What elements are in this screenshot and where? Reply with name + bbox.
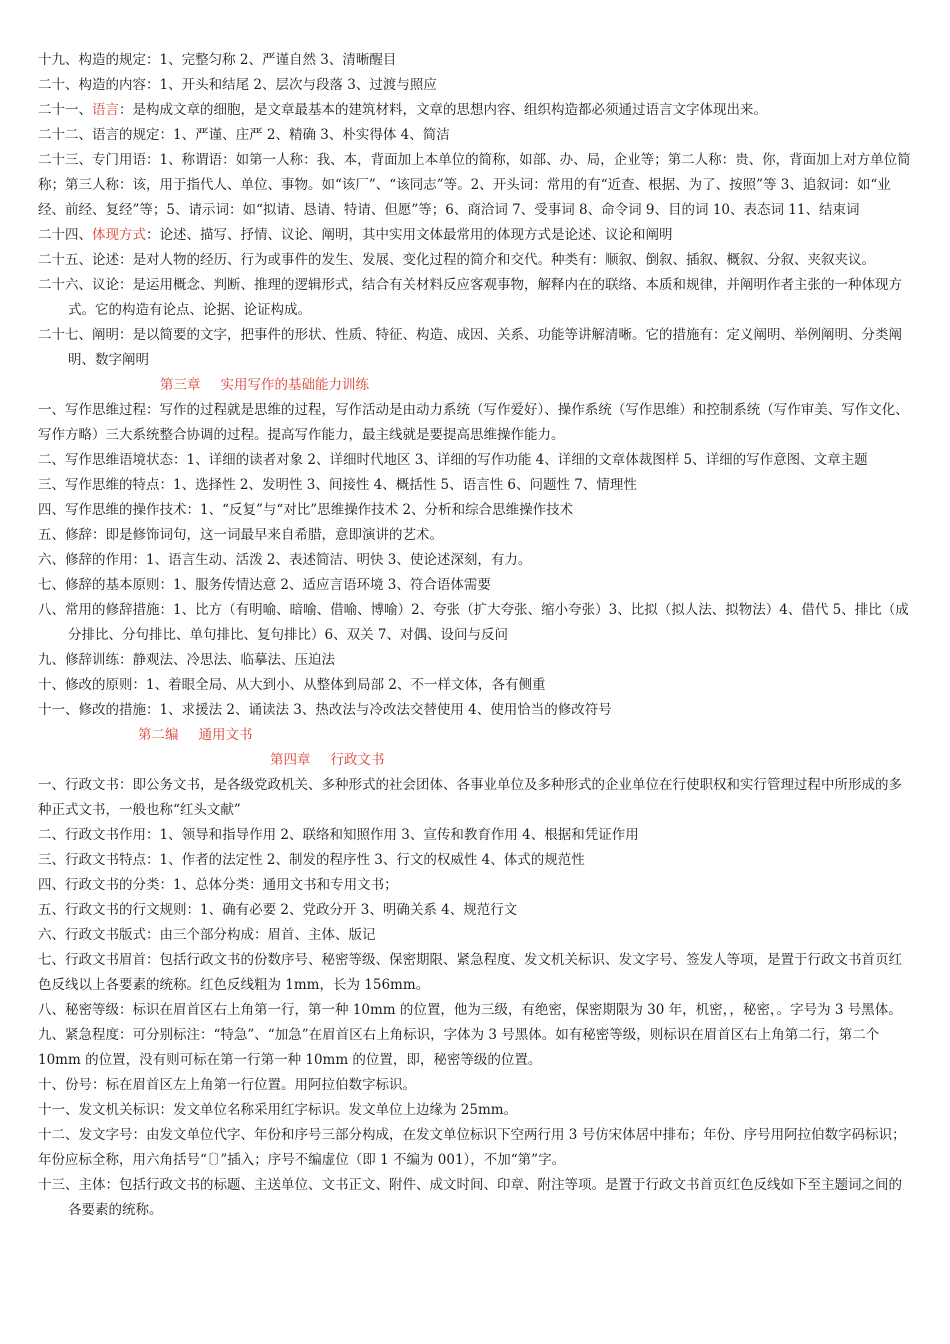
ch4-item-12: 十二、发文字号：由发文单位代字、年份和序号三部分构成，在发文单位标识下空两行用 3 号仿宋体居中排布；年份、序号用阿拉伯数字码标识；年份应标全称，用六角括号“〔〕”插入；序号不编虚位（即 1 不编为 001），不加“第”字。 xyxy=(38,1127,906,1168)
ch4-item-3: 三、行政文书特点：1、作者的法定性 2、制发的程序性 3、行文的权威性 4、体式的规范性 xyxy=(38,852,585,868)
part-2-heading xyxy=(38,723,912,748)
ch4-item-9: 九、紧急程度：可分别标注：“特急”、“加急”在眉首区右上角标识，字体为 3 号黑体。如有秘密等级，则标识在眉首区右上角第二行，第二个 10mm 的位置，没有则可标在第一行第一种 10mm 的位置，即，秘密等级的位置。 xyxy=(38,1027,880,1068)
chapter-3-heading xyxy=(38,373,912,398)
ch3-item-2: 二、写作思维语境状态：1、详细的读者对象 2、详细时代地区 3、详细的写作功能 4、详细的文章体裁图样 5、详细的写作意图、文章主题 xyxy=(38,452,868,468)
item-27: 二十七、阐明：是以简要的文字，把事件的形状、性质、特征、构造、成因、关系、功能等讲解清晰。它的措施有：定义阐明、举例阐明、分类阐明、数字阐明 xyxy=(38,327,902,368)
item-24-prefix: 二十四、 xyxy=(38,227,92,243)
ch4-item-11: 十一、发文机关标识：发文单位名称采用红字标识。发文单位上边缘为 25mm。 xyxy=(38,1102,518,1118)
ch4-item-10: 十、份号：标在眉首区左上角第一行位置。用阿拉伯数字标识。 xyxy=(38,1077,416,1093)
item-19: 十九、构造的规定：1、完整匀称 2、严谨自然 3、清晰醒目 xyxy=(38,52,397,68)
item-24-text: ：论述、描写、抒情、议论、阐明，其中实用文体最常用的体现方式是论述、议论和阐明 xyxy=(146,227,673,243)
term-expression-mode: 体现方式 xyxy=(92,227,146,243)
item-22: 二十二、语言的规定：1、严谨、庄严 2、精确 3、朴实得体 4、简洁 xyxy=(38,127,450,143)
part-2-title: 通用文书 xyxy=(198,727,253,743)
chapter-4-title: 行政文书 xyxy=(330,752,385,768)
item-23: 二十三、专门用语：1、称谓语：如第一人称：我、本，背面加上本单位的简称，如部、办、局，企业等；第二人称：贵、你，背面加上对方单位简称；第三人称：该，用于指代人、单位、事物。如“该厂”、“该同志”等。2、开头词：常用的有“近查、根据、为了、按照”等 3、追叙词：如“业经、前经、复经”等；5、请示词：如“拟请、恳请、特请、但愿”等；6、商洽词 7、受事词 8、命令词 9、目的词 10、表态词 11、结束词 xyxy=(38,152,911,218)
chapter-4-heading xyxy=(38,748,912,773)
ch4-item-8: 八、秘密等级：标识在眉首区右上角第一行，第一种 10mm 的位置，他为三级，有绝密，保密期限为 30 年，机密，，秘密，。字号为 3 号黑体。 xyxy=(38,1002,902,1018)
ch3-item-3: 三、写作思维的特点：1、选择性 2、发明性 3、间接性 4、概括性 5、语言性 6、问题性 7、情理性 xyxy=(38,477,637,493)
chapter-3-title: 实用写作的基础能力训练 xyxy=(220,377,369,393)
term-language: 语言 xyxy=(92,102,119,118)
ch3-item-8: 八、常用的修辞措施：1、比方（有明喻、暗喻、借喻、博喻）2、夸张（扩大夸张、缩小夸张）3、比拟（拟人法、拟物法）4、借代 5、排比（成分排比、分句排比、单句排比、复句排比）6、双关 7、对偶、设问与反问 xyxy=(38,602,909,643)
ch4-item-6: 六、行政文书版式：由三个部分构成：眉首、主体、版记 xyxy=(38,927,376,943)
item-20: 二十、构造的内容：1、开头和结尾 2、层次与段落 3、过渡与照应 xyxy=(38,77,437,93)
item-25: 二十五、论述：是对人物的经历、行为或事件的发生、发展、变化过程的简介和交代。种类有：顺叙、倒叙、插叙、概叙、分叙、夹叙夹议。 xyxy=(38,252,875,268)
item-21 xyxy=(38,98,912,123)
ch3-item-10: 十、修改的原则：1、着眼全局、从大到小、从整体到局部 2、不一样文体，各有侧重 xyxy=(38,677,546,693)
item-21-text: ：是构成文章的细胞，是文章最基本的建筑材料，文章的思想内容、组织构造都必须通过语言文字体现出来。 xyxy=(119,102,767,118)
ch4-item-13: 十三、主体：包括行政文书的标题、主送单位、文书正文、附件、成文时间、印章、附注等项。是置于行政文书首页红色反线如下至主题词之间的各要素的统称。 xyxy=(38,1177,902,1218)
ch4-item-4: 四、行政文书的分类：1、总体分类：通用文书和专用文书； xyxy=(38,877,398,893)
item-21-prefix: 二十一、 xyxy=(38,102,92,118)
item-26: 二十六、议论：是运用概念、判断、推理的逻辑形式，结合有关材料反应客观事物，解释内在的联络、本质和规律，并阐明作者主张的一种体现方式。它的构造有论点、论据、论证构成。 xyxy=(38,277,902,318)
ch4-item-7: 七、行政文书眉首：包括行政文书的份数序号、秘密等级、保密期限、紧急程度、发文机关标识、发文字号、签发人等项，是置于行政文书首页红色反线以上各要素的统称。红色反线粗为 1mm，长为 156mm。 xyxy=(38,952,902,993)
ch3-item-1: 一、写作思维过程：写作的过程就是思维的过程，写作活动是由动力系统（写作爱好）、操作系统（写作思维）和控制系统（写作审美、写作文化、写作方略）三大系统整合协调的过程。提高写作能力，最主线就是要提高思维操作能力。 xyxy=(38,402,909,443)
chapter-3-number: 第三章 xyxy=(160,377,201,393)
ch4-item-1: 一、行政文书：即公务文书，是各级党政机关、多种形式的社会团体、各事业单位及多种形式的企业单位在行使职权和实行管理过程中所形成的多种正式文书，一般也称“红头文献” xyxy=(38,777,902,818)
ch3-item-5: 五、修辞：即是修饰词句，这一词最早来自希腊，意即演讲的艺术。 xyxy=(38,527,443,543)
item-24 xyxy=(38,223,912,248)
ch3-item-4: 四、写作思维的操作技术：1、“反复”与“对比”思维操作技术 2、分析和综合思维操作技术 xyxy=(38,502,574,518)
ch4-item-5: 五、行政文书的行文规则：1、确有必要 2、党政分开 3、明确关系 4、规范行文 xyxy=(38,902,518,918)
ch4-item-2: 二、行政文书作用：1、领导和指导作用 2、联络和知照作用 3、宣传和教育作用 4、根据和凭证作用 xyxy=(38,827,639,843)
ch3-item-11: 十一、修改的措施：1、求援法 2、诵读法 3、热改法与冷改法交替使用 4、使用恰当的修改符号 xyxy=(38,702,612,718)
chapter-4-number: 第四章 xyxy=(270,752,311,768)
ch3-item-9: 九、修辞训练：静观法、冷思法、临摹法、压迫法 xyxy=(38,652,335,668)
part-2-number: 第二编 xyxy=(138,727,179,743)
ch3-item-6: 六、修辞的作用：1、语言生动、活泼 2、表述简洁、明快 3、使论述深刻，有力。 xyxy=(38,552,532,568)
ch3-item-7: 七、修辞的基本原则：1、服务传情达意 2、适应言语环境 3、符合语体需要 xyxy=(38,577,491,593)
